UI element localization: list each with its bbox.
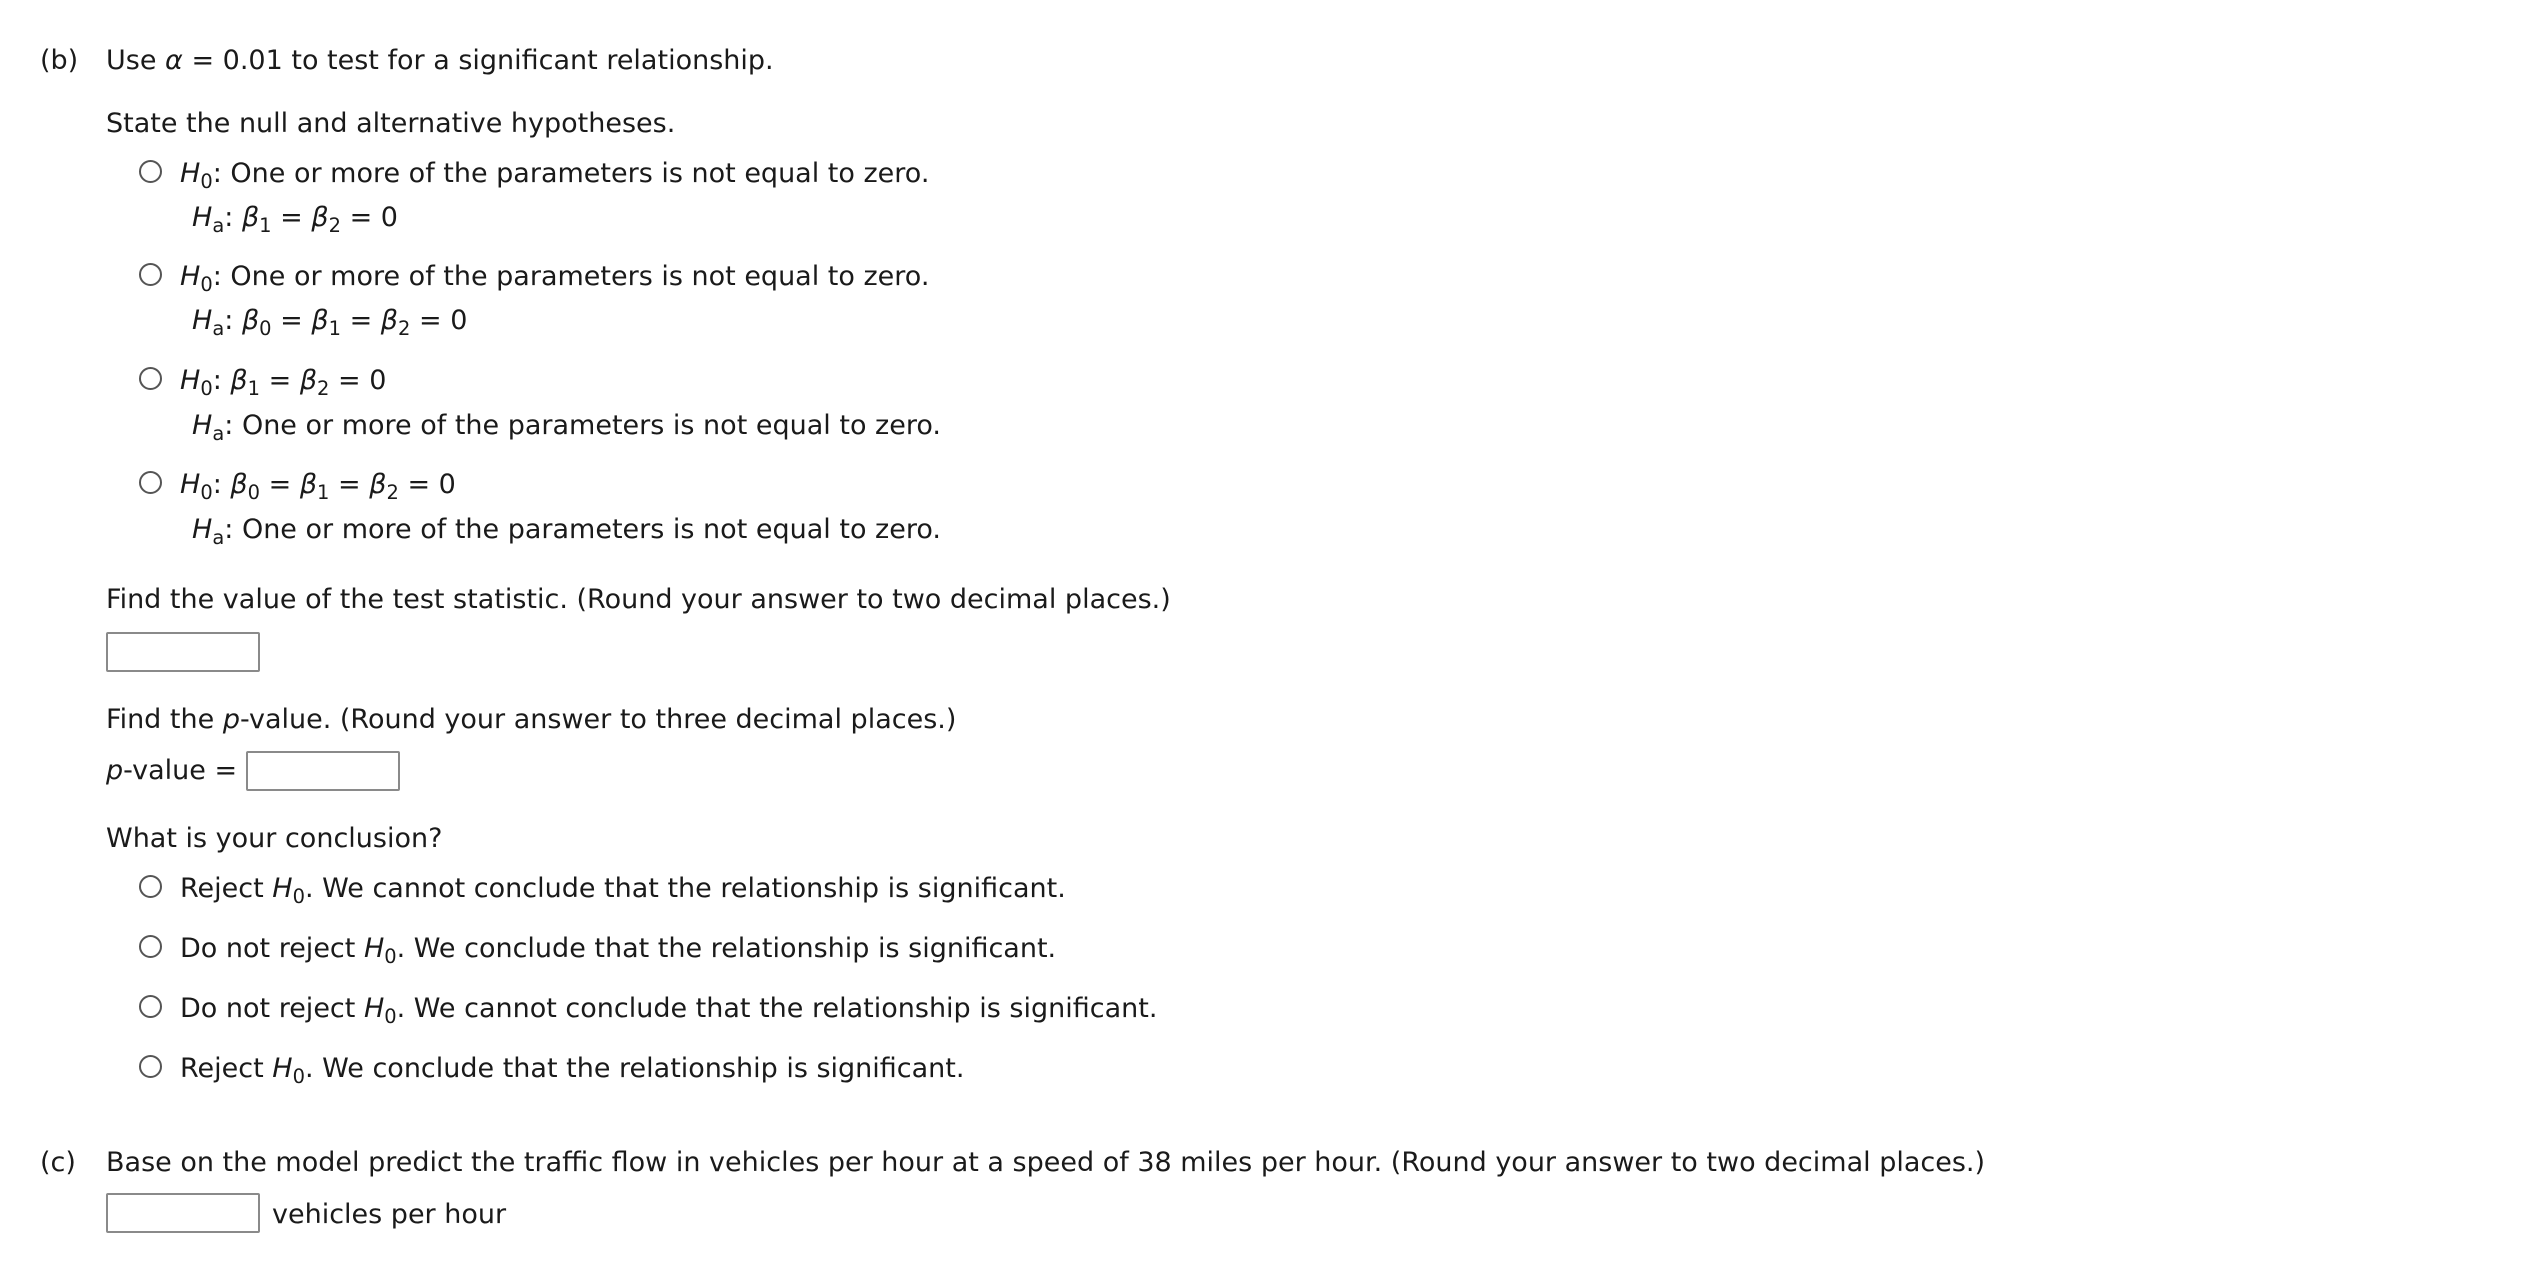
hypothesis-4-alt: $H_a$: One or more of the parameters is not equal to zero.	[192, 514, 941, 549]
hypothesis-4-null: $H_0$: $\beta_0 = \beta_1 = \beta_2 = 0$	[180, 469, 456, 504]
hypothesis-1-alt: $H_a$: $\beta_1 = \beta_2 = 0$	[192, 202, 398, 237]
conclusion-2-text: Do not reject $H_0$. We conclude that the relationship is significant.	[180, 933, 1057, 968]
hypothesis-3-alt: $H_a$: One or more of the parameters is not equal to zero.	[192, 410, 941, 445]
conclusion-3-text: Do not reject $H_0$. We cannot conclude that the relationship is significant.	[180, 993, 1158, 1028]
hypothesis-2-null: $H_0$: One or more of the parameters is not equal to zero.	[180, 261, 930, 296]
hypothesis-3-null: $H_0$: $\beta_1 = \beta_2 = 0$	[180, 365, 387, 400]
hypothesis-2-alt: $H_a$: $\beta_0 = \beta_1 = \beta_2 = 0$	[192, 305, 468, 340]
hypothesis-radio-2[interactable]	[139, 263, 162, 286]
conclusion-radio-3[interactable]	[139, 995, 162, 1018]
part-c-label: (c)	[40, 1147, 76, 1178]
test-stat-input[interactable]	[106, 632, 260, 672]
conclusion-4-text: Reject $H_0$. We conclude that the relationship is significant.	[180, 1053, 965, 1088]
hypothesis-radio-4[interactable]	[139, 471, 162, 494]
hypothesis-radio-1[interactable]	[139, 160, 162, 183]
part-b-prompt: Use α = 0.01 to test for a significant relationship.	[106, 45, 774, 76]
part-b-label: (b)	[40, 45, 79, 76]
pvalue-prompt: Find the p-value. (Round your answer to three decimal places.)	[106, 704, 957, 735]
alpha-symbol: α	[165, 45, 183, 76]
test-stat-prompt: Find the value of the test statistic. (Round your answer to two decimal places.)	[106, 584, 1171, 615]
units-label: vehicles per hour	[272, 1199, 507, 1230]
hypothesis-1-null: $H_0$: One or more of the parameters is not equal to zero.	[180, 158, 930, 193]
hypotheses-prompt: State the null and alternative hypotheses.	[106, 108, 676, 139]
conclusion-radio-1[interactable]	[139, 875, 162, 898]
hypothesis-radio-3[interactable]	[139, 367, 162, 390]
conclusion-1-text: Reject $H_0$. We cannot conclude that the relationship is significant.	[180, 873, 1066, 908]
conclusion-radio-4[interactable]	[139, 1055, 162, 1078]
pvalue-label: p-value =	[106, 755, 238, 786]
conclusion-radio-2[interactable]	[139, 935, 162, 958]
pvalue-input[interactable]	[246, 751, 400, 791]
conclusion-prompt: What is your conclusion?	[106, 823, 443, 854]
part-c-prompt: Base on the model predict the traffic flow in vehicles per hour at a speed of 38 miles per hour. (Round your answer to two decimal places.)	[106, 1147, 1986, 1178]
traffic-flow-input[interactable]	[106, 1193, 260, 1233]
